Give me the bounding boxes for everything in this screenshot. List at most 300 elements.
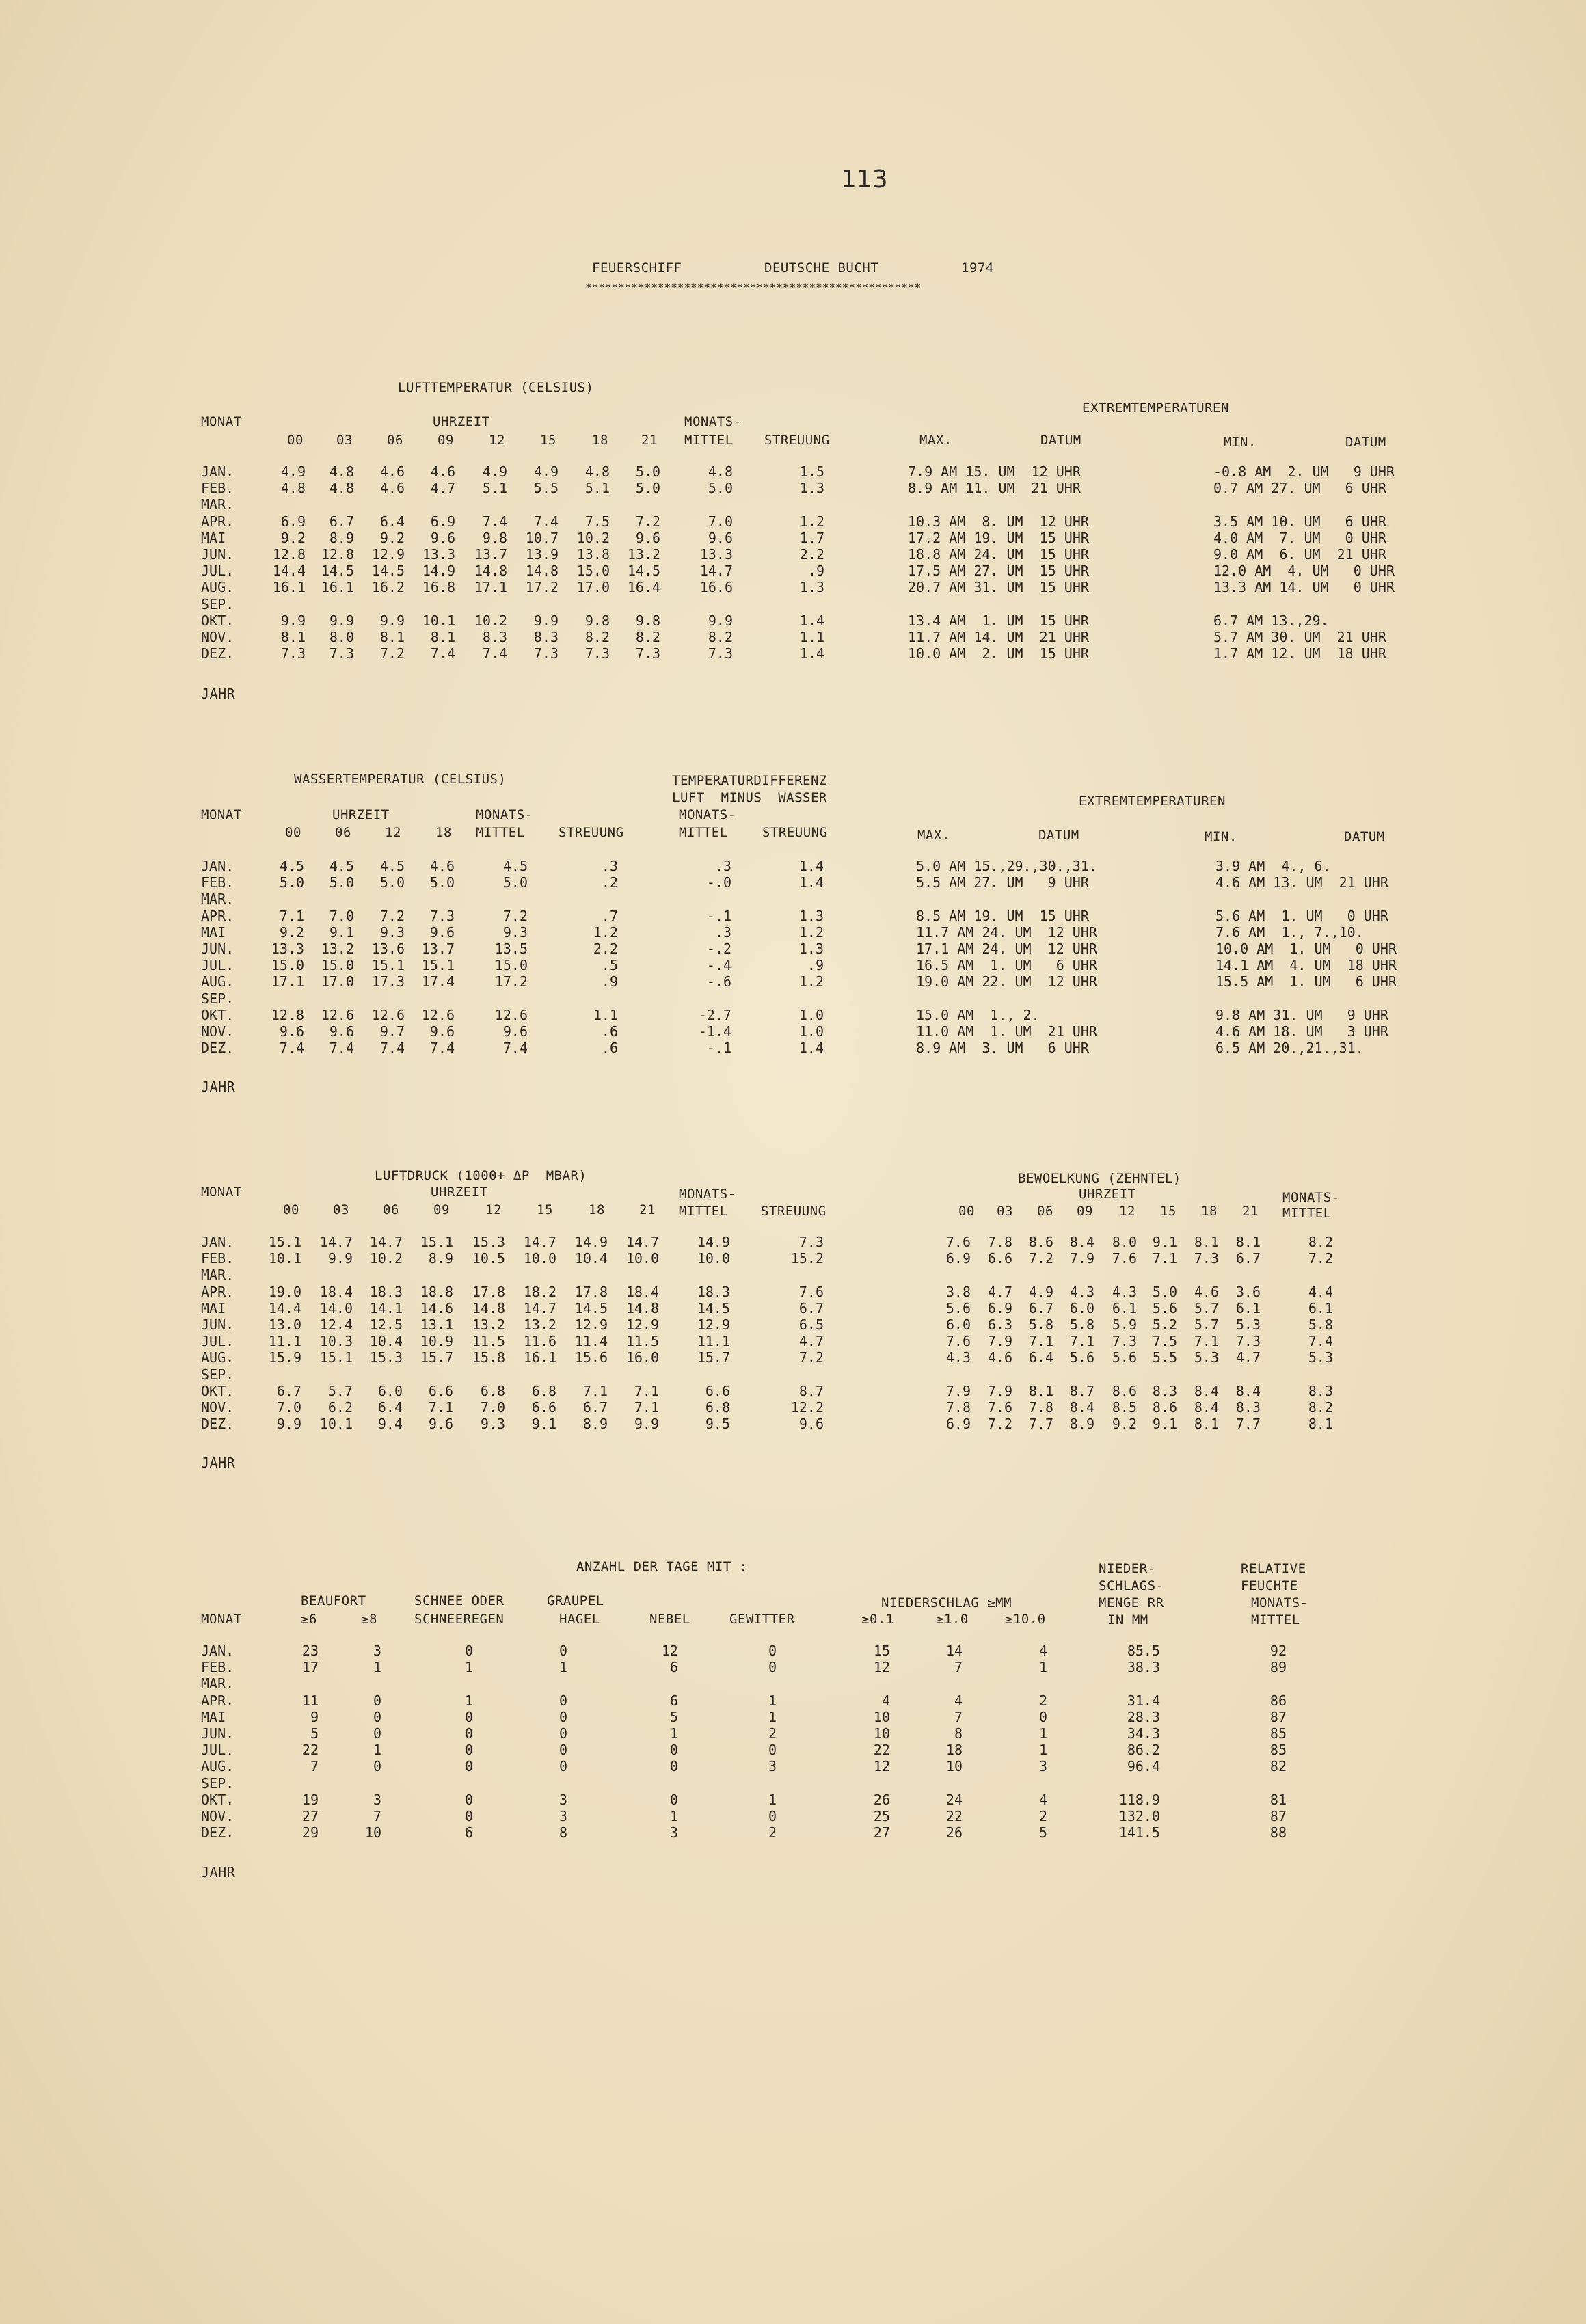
cloud-value-cell: 5.8 — [1028, 1316, 1053, 1333]
pressure-value-cell: 6.7 — [582, 1399, 608, 1416]
air-value-cell: 8.1 — [379, 628, 405, 645]
pressure-value-cell: 6.6 — [531, 1399, 556, 1416]
cloud-value-cell: 8.9 — [1069, 1416, 1094, 1433]
air-value-cell: 4.8 — [329, 480, 354, 497]
air-value-cell: 16.4 — [627, 579, 660, 596]
diff-sd-cell: 1.2 — [798, 973, 824, 990]
water-month-label: JUN. — [201, 940, 234, 957]
air-max-cell: 18.8 AM 24. UM 15 UHR — [908, 545, 1089, 563]
nied-1-cell: 22 — [945, 1807, 963, 1824]
cloud-value-cell: 4.6 — [1194, 1283, 1219, 1300]
days-row — [0, 1758, 1586, 1774]
nied-1-cell: 14 — [945, 1643, 963, 1659]
cloud-mean-cell: 6.1 — [1308, 1299, 1333, 1316]
water-value-cell: 5.0 — [379, 874, 405, 891]
pressure-value-cell: 15.3 — [369, 1349, 403, 1366]
diff-mean-cell: -1.4 — [698, 1023, 731, 1040]
rf-cell: 89 — [1269, 1659, 1287, 1676]
air-year-label: JAHR — [201, 686, 236, 702]
air-value-cell: 13.8 — [576, 545, 610, 563]
nebel-cell: 6 — [669, 1692, 678, 1709]
air-min-datum-header: DATUM — [1345, 435, 1386, 450]
graupel-cell: 0 — [559, 1725, 567, 1742]
pressure-value-cell: 14.1 — [369, 1299, 403, 1316]
air-value-cell: 14.9 — [422, 563, 455, 580]
cloud-value-cell: 6.0 — [1069, 1299, 1094, 1316]
nebel-cell: 1 — [669, 1807, 678, 1824]
air-value-cell: 12.8 — [272, 545, 306, 563]
air-value-cell: 7.4 — [482, 513, 507, 530]
pressure-value-cell: 12.9 — [574, 1316, 608, 1333]
pressure-mittel-header: MITTEL — [679, 1204, 728, 1219]
gewitter-cell: 3 — [768, 1758, 777, 1775]
cloud-value-cell: 8.1 — [1194, 1234, 1219, 1250]
cloud-mean-cell: 8.2 — [1308, 1399, 1333, 1416]
pressure-value-cell: 13.2 — [472, 1316, 505, 1333]
water-sd-cell: .2 — [601, 874, 618, 891]
water-min-cell: 7.6 AM 1., 7.,10. — [1215, 923, 1364, 941]
air-value-cell: 9.8 — [635, 612, 660, 629]
water-row — [0, 990, 1586, 1007]
nebel-cell: 12 — [661, 1643, 678, 1659]
days-month-label: NOV. — [201, 1807, 234, 1824]
beaufort-6-header: ≥6 — [301, 1612, 317, 1627]
water-monats-header: MONATS- — [476, 807, 533, 822]
air-max-cell: 10.3 AM 8. UM 12 UHR — [908, 513, 1089, 530]
water-sd-cell: .3 — [601, 858, 618, 874]
gewitter-cell: 2 — [768, 1824, 777, 1841]
air-value-cell: 17.2 — [525, 579, 559, 596]
air-month-label: JUN. — [201, 545, 234, 563]
cloud-data-rows — [0, 1234, 1586, 1432]
air-sd-cell: .9 — [807, 563, 824, 580]
air-value-cell: 16.1 — [272, 579, 306, 596]
gewitter-cell: 0 — [768, 1807, 777, 1824]
pressure-hour-03: 03 — [333, 1202, 349, 1217]
air-value-cell: 14.5 — [321, 563, 354, 580]
cloud-value-cell: 7.8 — [987, 1234, 1012, 1250]
water-min-cell: 4.6 AM 13. UM 21 UHR — [1215, 874, 1388, 891]
cloud-value-cell: 8.1 — [1235, 1234, 1261, 1250]
pressure-mean-cell: 12.9 — [697, 1316, 730, 1333]
air-row — [0, 463, 1586, 480]
air-hour-12: 12 — [489, 433, 505, 448]
beaufort-6-cell: 9 — [310, 1708, 319, 1725]
water-value-cell: 12.6 — [421, 1006, 455, 1023]
pressure-month-label: APR. — [201, 1283, 234, 1300]
water-month-label: SEP. — [201, 990, 234, 1007]
air-month-label: FEB. — [201, 480, 234, 497]
water-max-cell: 19.0 AM 22. UM 12 UHR — [916, 973, 1097, 990]
pressure-value-cell: 15.1 — [319, 1349, 353, 1366]
pressure-month-label: SEP. — [201, 1366, 234, 1383]
pressure-value-cell: 6.2 — [327, 1399, 353, 1416]
cloud-value-cell: 7.6 — [945, 1234, 971, 1250]
gewitter-header: GEWITTER — [729, 1612, 795, 1627]
cloud-value-cell: 7.9 — [987, 1382, 1012, 1399]
air-extrem-header: EXTREMTEMPERATUREN — [1082, 401, 1229, 416]
pressure-monats-header: MONATS- — [679, 1187, 736, 1202]
cloud-value-cell: 6.0 — [945, 1316, 971, 1333]
pressure-monat-header: MONAT — [201, 1185, 242, 1200]
air-sd-cell: 2.2 — [799, 545, 824, 563]
air-title: LUFTTEMPERATUR (CELSIUS) — [398, 380, 594, 395]
air-value-cell: 9.2 — [379, 529, 405, 546]
water-value-cell: 9.6 — [279, 1023, 304, 1040]
pressure-value-cell: 7.1 — [582, 1382, 608, 1399]
beaufort-6-cell: 27 — [301, 1807, 319, 1824]
pressure-value-cell: 10.0 — [523, 1250, 556, 1267]
cloud-value-cell: 6.6 — [987, 1250, 1012, 1267]
nebel-cell: 0 — [669, 1742, 678, 1759]
graupel-cell: 0 — [559, 1758, 567, 1775]
water-uhrzeit-header: UHRZEIT — [332, 807, 390, 822]
diff-mean-cell: -.2 — [706, 940, 731, 957]
water-monat-header: MONAT — [201, 807, 242, 822]
pressure-value-cell: 17.8 — [574, 1283, 608, 1300]
nied-10-cell: 4 — [1038, 1791, 1047, 1808]
pressure-value-cell: 6.4 — [377, 1399, 403, 1416]
pressure-value-cell: 9.9 — [276, 1416, 301, 1433]
cloud-value-cell: 7.3 — [1112, 1333, 1137, 1350]
water-extrem-header: EXTREMTEMPERATUREN — [1079, 794, 1226, 809]
air-mean-cell: 16.6 — [699, 579, 733, 596]
pressure-mean-cell: 15.7 — [697, 1349, 730, 1366]
air-max-cell: 13.4 AM 1. UM 15 UHR — [908, 612, 1089, 629]
air-value-cell: 7.4 — [482, 645, 507, 662]
air-sd-cell: 1.7 — [799, 529, 824, 546]
air-value-cell: 4.9 — [533, 463, 559, 480]
cloud-mean-cell: 8.1 — [1308, 1416, 1333, 1433]
pressure-value-cell: 13.2 — [523, 1316, 556, 1333]
pressure-value-cell: 11.1 — [268, 1333, 301, 1350]
pressure-month-label: JUL. — [201, 1333, 234, 1350]
air-value-cell: 15.0 — [576, 563, 610, 580]
cloud-row — [0, 1250, 1586, 1267]
days-row — [0, 1659, 1586, 1675]
water-row — [0, 858, 1586, 874]
cloud-value-cell: 6.7 — [1235, 1250, 1261, 1267]
pressure-value-cell: 15.7 — [420, 1349, 453, 1366]
pressure-value-cell: 15.8 — [472, 1349, 505, 1366]
pressure-value-cell: 11.5 — [626, 1333, 659, 1350]
schnee-header-2: SCHNEEREGEN — [414, 1612, 505, 1627]
air-sd-cell: 1.4 — [799, 645, 824, 662]
air-value-cell: 8.9 — [329, 529, 354, 546]
air-value-cell: 5.5 — [533, 480, 559, 497]
pressure-sd-cell: 9.6 — [798, 1416, 824, 1433]
water-value-cell: 13.6 — [371, 940, 405, 957]
pressure-hour-09: 09 — [433, 1202, 450, 1217]
pressure-value-cell: 10.5 — [472, 1250, 505, 1267]
air-min-cell: 13.3 AM 14. UM 0 UHR — [1213, 579, 1395, 596]
cloud-value-cell: 5.5 — [1152, 1349, 1177, 1366]
diff-title-1: TEMPERATURDIFFERENZ — [672, 773, 827, 788]
water-max-cell: 5.5 AM 27. UM 9 UHR — [916, 874, 1089, 891]
cloud-row — [0, 1383, 1586, 1399]
pressure-value-cell: 5.7 — [327, 1382, 353, 1399]
cloud-value-cell: 8.6 — [1152, 1399, 1177, 1416]
days-row — [0, 1808, 1586, 1824]
beaufort-6-cell: 7 — [310, 1758, 319, 1775]
pressure-mean-cell: 14.5 — [697, 1299, 730, 1316]
nied-1-header: ≥1.0 — [936, 1612, 969, 1627]
cloud-row — [0, 1349, 1586, 1366]
pressure-value-cell: 12.4 — [319, 1316, 353, 1333]
nebel-cell: 3 — [669, 1824, 678, 1841]
air-max-header: MAX. — [919, 433, 952, 448]
water-sd-cell: .7 — [601, 907, 618, 924]
nied-1-cell: 4 — [954, 1692, 963, 1709]
pressure-value-cell: 10.4 — [574, 1250, 608, 1267]
water-value-cell: 13.7 — [421, 940, 455, 957]
menge-cell: 141.5 — [1118, 1824, 1160, 1841]
nebel-cell: 5 — [669, 1708, 678, 1725]
cloud-value-cell: 7.9 — [1069, 1250, 1094, 1267]
water-hour-00: 00 — [285, 825, 301, 840]
gewitter-cell: 0 — [768, 1643, 777, 1659]
pressure-month-label: DEZ. — [201, 1416, 234, 1433]
air-row — [0, 612, 1586, 629]
header-ship: FEUERSCHIFF — [592, 260, 682, 275]
nied-10-cell: 2 — [1038, 1807, 1047, 1824]
water-value-cell: 9.6 — [429, 923, 455, 941]
air-sd-cell: 1.2 — [799, 513, 824, 530]
pressure-sd-cell: 12.2 — [790, 1399, 824, 1416]
water-value-cell: 4.5 — [329, 858, 354, 874]
air-mean-cell: 5.0 — [708, 480, 733, 497]
nied-1-cell: 7 — [954, 1659, 963, 1676]
water-max-cell: 17.1 AM 24. UM 12 UHR — [916, 940, 1097, 957]
graupel-cell: 0 — [559, 1643, 567, 1659]
pressure-value-cell: 18.3 — [369, 1283, 403, 1300]
cloud-hour-03: 03 — [997, 1204, 1013, 1219]
air-value-cell: 5.0 — [635, 463, 660, 480]
cloud-value-cell: 8.5 — [1112, 1399, 1137, 1416]
water-value-cell: 12.6 — [321, 1006, 354, 1023]
cloud-value-cell: 5.8 — [1069, 1316, 1094, 1333]
rf-cell: 87 — [1269, 1807, 1287, 1824]
pressure-value-cell: 7.1 — [634, 1399, 659, 1416]
air-value-cell: 7.2 — [635, 513, 660, 530]
pressure-sd-cell: 7.2 — [798, 1349, 824, 1366]
cloud-value-cell: 5.6 — [1152, 1299, 1177, 1316]
diff-streuung-header: STREUUNG — [762, 825, 828, 840]
air-min-cell: 4.0 AM 7. UM 0 UHR — [1213, 529, 1386, 546]
menge-header-4: IN MM — [1107, 1612, 1148, 1627]
cloud-value-cell: 5.0 — [1152, 1283, 1177, 1300]
nied-1-cell: 7 — [954, 1708, 963, 1725]
beaufort-6-cell: 5 — [310, 1725, 319, 1742]
water-sd-cell: .6 — [601, 1023, 618, 1040]
beaufort-6-cell: 22 — [301, 1742, 319, 1759]
water-mean-cell: 17.2 — [494, 973, 528, 990]
diff-title-2: LUFT MINUS WASSER — [672, 790, 827, 805]
water-max-cell: 8.9 AM 3. UM 6 UHR — [916, 1040, 1089, 1057]
cloud-value-cell: 8.4 — [1235, 1382, 1261, 1399]
pressure-month-label: FEB. — [201, 1250, 234, 1267]
water-max-cell: 11.0 AM 1. UM 21 UHR — [916, 1023, 1097, 1040]
air-value-cell: 8.1 — [430, 628, 455, 645]
cloud-value-cell: 8.7 — [1069, 1382, 1094, 1399]
menge-cell: 86.2 — [1127, 1742, 1160, 1759]
cloud-value-cell: 7.9 — [945, 1382, 971, 1399]
pressure-sd-cell: 6.5 — [798, 1316, 824, 1333]
air-sd-cell: 1.3 — [799, 480, 824, 497]
pressure-value-cell: 15.6 — [574, 1349, 608, 1366]
cloud-value-cell: 7.3 — [1194, 1250, 1219, 1267]
diff-sd-cell: 1.4 — [798, 858, 824, 874]
cloud-row — [0, 1399, 1586, 1416]
menge-cell: 38.3 — [1127, 1659, 1160, 1676]
cloud-value-cell: 7.6 — [945, 1333, 971, 1350]
graupel-header-1: GRAUPEL — [547, 1593, 604, 1608]
beaufort-6-cell: 17 — [301, 1659, 319, 1676]
pressure-value-cell: 7.1 — [634, 1382, 659, 1399]
pressure-value-cell: 15.9 — [268, 1349, 301, 1366]
diff-mean-cell: .3 — [714, 858, 731, 874]
air-value-cell: 12.9 — [371, 545, 405, 563]
air-value-cell: 8.3 — [482, 628, 507, 645]
graupel-cell: 0 — [559, 1708, 567, 1725]
water-value-cell: 7.4 — [279, 1040, 304, 1057]
schnee-cell: 0 — [464, 1708, 473, 1725]
air-value-cell: 4.8 — [584, 463, 610, 480]
air-value-cell: 7.5 — [584, 513, 610, 530]
cloud-value-cell: 9.2 — [1112, 1416, 1137, 1433]
air-value-cell: 4.6 — [379, 480, 405, 497]
cloud-value-cell: 7.7 — [1028, 1416, 1053, 1433]
air-hour-03: 03 — [336, 433, 353, 448]
pressure-uhrzeit-header: UHRZEIT — [431, 1185, 488, 1200]
water-month-label: FEB. — [201, 874, 234, 891]
air-value-cell: 12.8 — [321, 545, 354, 563]
schnee-cell: 0 — [464, 1643, 473, 1659]
air-value-cell: 8.2 — [635, 628, 660, 645]
air-value-cell: 7.2 — [379, 645, 405, 662]
nied-01-cell: 12 — [873, 1659, 890, 1676]
pressure-month-label: MAI — [201, 1299, 226, 1316]
cloud-value-cell: 4.6 — [987, 1349, 1012, 1366]
pressure-value-cell: 16.1 — [523, 1349, 556, 1366]
days-title: ANZAHL DER TAGE MIT : — [576, 1559, 748, 1574]
air-value-cell: 4.7 — [430, 480, 455, 497]
rf-header-1: RELATIVE — [1241, 1561, 1306, 1576]
diff-sd-cell: 1.4 — [798, 874, 824, 891]
cloud-value-cell: 7.3 — [1235, 1333, 1261, 1350]
air-value-cell: 14.8 — [474, 563, 507, 580]
cloud-value-cell: 7.2 — [987, 1416, 1012, 1433]
water-hour-18: 18 — [435, 825, 452, 840]
air-min-cell: 6.7 AM 13.,29. — [1213, 612, 1329, 629]
air-value-cell: 14.4 — [272, 563, 306, 580]
cloud-value-cell: 9.1 — [1152, 1416, 1177, 1433]
pressure-hour-18: 18 — [589, 1202, 605, 1217]
menge-header-1: NIEDER- — [1099, 1561, 1156, 1576]
air-max-cell: 10.0 AM 2. UM 15 UHR — [908, 645, 1089, 662]
water-value-cell: 15.0 — [271, 957, 304, 974]
water-month-label: APR. — [201, 907, 234, 924]
nied-01-cell: 25 — [873, 1807, 890, 1824]
days-month-label: FEB. — [201, 1659, 234, 1676]
menge-cell: 28.3 — [1127, 1708, 1160, 1725]
cloud-value-cell: 3.6 — [1235, 1283, 1261, 1300]
air-value-cell: 4.6 — [430, 463, 455, 480]
cloud-value-cell: 4.3 — [1112, 1283, 1137, 1300]
air-month-label: DEZ. — [201, 645, 234, 662]
cloud-value-cell: 7.1 — [1028, 1333, 1053, 1350]
days-row — [0, 1692, 1586, 1709]
water-min-cell: 10.0 AM 1. UM 0 UHR — [1215, 940, 1397, 957]
nied-01-cell: 27 — [873, 1824, 890, 1841]
beaufort-6-cell: 19 — [301, 1791, 319, 1808]
cloud-mean-cell: 7.4 — [1308, 1333, 1333, 1350]
pressure-value-cell: 14.7 — [626, 1234, 659, 1250]
air-mean-cell: 7.0 — [708, 513, 733, 530]
air-value-cell: 4.9 — [280, 463, 306, 480]
pressure-value-cell: 9.9 — [327, 1250, 353, 1267]
cloud-mean-cell: 8.3 — [1308, 1382, 1333, 1399]
pressure-value-cell: 14.7 — [369, 1234, 403, 1250]
air-min-cell: 5.7 AM 30. UM 21 UHR — [1213, 628, 1386, 645]
nied-01-cell: 12 — [873, 1758, 890, 1775]
cloud-hour-00: 00 — [958, 1204, 975, 1219]
pressure-value-cell: 10.2 — [369, 1250, 403, 1267]
pressure-value-cell: 11.4 — [574, 1333, 608, 1350]
air-sd-cell: 1.3 — [799, 579, 824, 596]
cloud-value-cell: 8.6 — [1028, 1234, 1053, 1250]
pressure-mean-cell: 11.1 — [697, 1333, 730, 1350]
pressure-mean-cell: 6.6 — [705, 1382, 730, 1399]
cloud-mean-cell: 7.2 — [1308, 1250, 1333, 1267]
pressure-value-cell: 8.9 — [582, 1416, 608, 1433]
air-month-label: SEP. — [201, 595, 234, 612]
cloud-value-cell: 8.3 — [1235, 1399, 1261, 1416]
diff-sd-cell: 1.4 — [798, 1040, 824, 1057]
water-value-cell: 15.0 — [321, 957, 354, 974]
cloud-row — [0, 1284, 1586, 1300]
cloud-value-cell: 8.4 — [1069, 1399, 1094, 1416]
water-max-header: MAX. — [917, 828, 950, 843]
water-value-cell: 9.1 — [329, 923, 354, 941]
water-row — [0, 891, 1586, 907]
menge-cell: 132.0 — [1118, 1807, 1160, 1824]
cloud-value-cell: 6.3 — [987, 1316, 1012, 1333]
air-value-cell: 7.4 — [533, 513, 559, 530]
days-data-rows — [0, 1643, 1586, 1841]
cloud-hour-06: 06 — [1037, 1204, 1053, 1219]
pressure-value-cell: 9.1 — [531, 1416, 556, 1433]
air-row — [0, 563, 1586, 579]
air-value-cell: 17.1 — [474, 579, 507, 596]
air-value-cell: 4.8 — [280, 480, 306, 497]
air-value-cell: 9.8 — [584, 612, 610, 629]
pressure-value-cell: 6.8 — [480, 1382, 505, 1399]
nied-01-cell: 10 — [873, 1725, 890, 1742]
nied-10-cell: 1 — [1038, 1742, 1047, 1759]
pressure-value-cell: 14.7 — [523, 1299, 556, 1316]
water-row — [0, 874, 1586, 891]
cloud-value-cell: 8.3 — [1152, 1382, 1177, 1399]
graupel-header-2: HAGEL — [559, 1612, 600, 1627]
nied-10-cell: 3 — [1038, 1758, 1047, 1775]
water-value-cell: 4.6 — [429, 858, 455, 874]
gewitter-cell: 1 — [768, 1708, 777, 1725]
water-max-cell: 8.5 AM 19. UM 15 UHR — [916, 907, 1089, 924]
cloud-value-cell: 4.7 — [987, 1283, 1012, 1300]
water-value-cell: 9.7 — [379, 1023, 405, 1040]
air-max-cell: 8.9 AM 11. UM 21 UHR — [908, 480, 1081, 497]
